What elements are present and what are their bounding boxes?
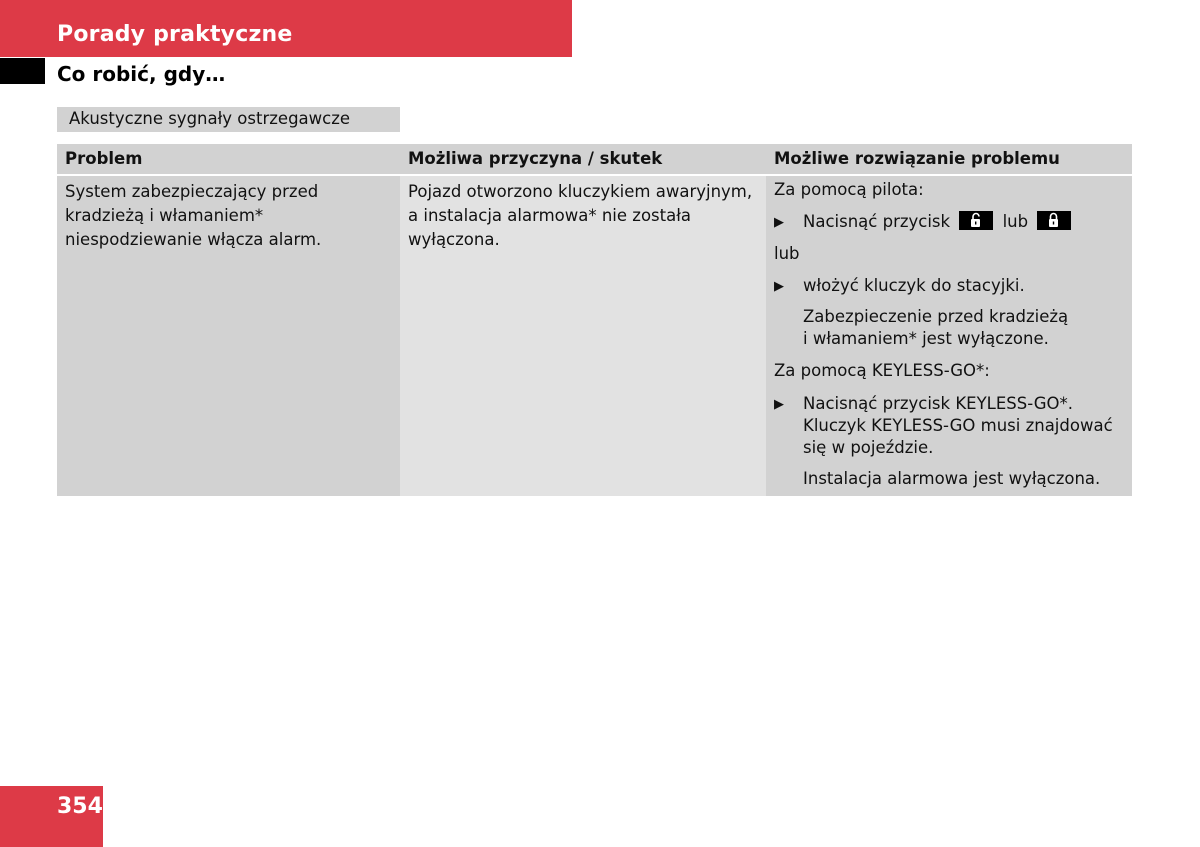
step-insert-key-note-1: Zabezpieczenie przed kradzieżą (803, 307, 1069, 326)
header-label: Możliwa przyczyna / skutek (408, 149, 663, 168)
remote-intro: Za pomocą pilota: (774, 180, 924, 199)
troubleshooting-table (57, 144, 1132, 496)
lock-icon (1037, 211, 1071, 230)
header-label: Problem (65, 149, 143, 168)
bullet-icon: ▶ (774, 397, 784, 412)
step1-text: Nacisnąć przycisk (803, 212, 951, 231)
header-label: Możliwe rozwiązanie problemu (774, 149, 1060, 168)
step-keyless-line-1: Nacisnąć przycisk KEYLESS-GO*. (803, 394, 1074, 413)
cell-cause (400, 176, 766, 496)
cause-text: Pojazd otworzono kluczykiem awaryjnym, a instalacja alarmowa* nie została wyłączona. (408, 182, 753, 249)
keyless-intro: Za pomocą KEYLESS-GO*: (774, 361, 990, 380)
table-header-cause (400, 144, 766, 174)
cell-solution (766, 176, 1132, 496)
bullet-icon: ▶ (774, 279, 784, 294)
step-keyless-note: Instalacja alarmowa jest wyłączona. (803, 469, 1101, 488)
problem-text: System zabezpieczający przed kradzieżą i włamaniem* niespodziewanie włącza alarm. (65, 182, 322, 249)
bullet-icon: ▶ (774, 215, 784, 230)
step-insert-key-note-2: i włamaniem* jest wyłączone. (803, 329, 1049, 348)
or-text: lub (774, 244, 800, 263)
table-header-solution (766, 144, 1132, 174)
chapter-title: Porady praktyczne (57, 22, 293, 47)
subheading-bar (57, 107, 400, 132)
step1-or: lub (1002, 212, 1029, 231)
table-header-problem (57, 144, 400, 174)
section-marker (0, 58, 45, 84)
cell-problem (57, 176, 400, 496)
subheading-text: Akustyczne sygnały ostrzegawcze (69, 109, 351, 128)
unlock-icon (959, 211, 993, 230)
page-number: 354 (57, 794, 103, 819)
section-title: Co robić, gdy… (57, 62, 226, 86)
step-keyless-line-2: Kluczyk KEYLESS-GO musi znajdować (803, 416, 1113, 435)
step-insert-key: włożyć kluczyk do stacyjki. (803, 276, 1025, 295)
step-press-remote-button (803, 211, 1075, 233)
step-keyless-line-3: się w pojeździe. (803, 438, 934, 457)
